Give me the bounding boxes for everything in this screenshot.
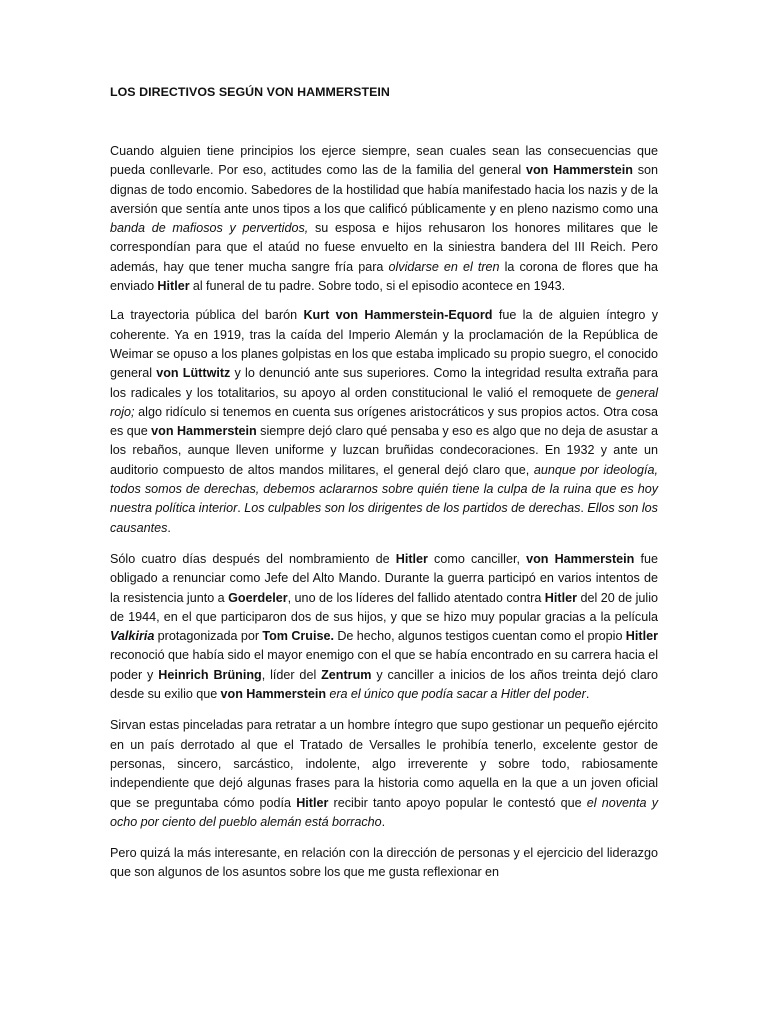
bold-text: Zentrum	[321, 667, 372, 682]
body-paragraph	[110, 716, 658, 832]
text-run: Sirvan estas pinceladas para retratar a un hombre íntegro que supo gestionar un pequeño ejército en un país derrotado al que el Tratado de Versalles le prohibía tenerlo, excelente gestor de personas, sincero, sarcástico, indolente, algo irreverente y sobre todo, rabiosamente independiente que dejó algunas frases para la historia como aquella en la que a un joven oficial que se preguntaba cómo podía	[110, 718, 658, 810]
italic-text: general rojo;	[110, 385, 658, 419]
text-run: , líder del	[261, 667, 322, 682]
text-run: la corona de flores que ha enviado	[110, 259, 658, 294]
text-run: protagonizada por	[154, 629, 263, 644]
document-body	[110, 142, 658, 883]
text-run: .	[580, 501, 588, 516]
text-run: su esposa e hijos rehusaron los honores militares que le correspondían para que el ataúd no fuese envuelto en la siniestra bandera del III Reich. Pero además, hay que tener mucha sangre fría para	[110, 221, 658, 274]
text-run: y lo denunció ante sus superiores. Como la integridad resulta extraña para los radicales y los totalitarios, su apoyo al orden constitucional le valió el remoquete de	[110, 366, 659, 400]
body-paragraph	[110, 306, 658, 538]
text-run: , uno de los líderes del fallido atentado contra	[287, 590, 545, 605]
body-paragraph	[110, 142, 658, 296]
italic-text: el noventa y ocho por ciento del pueblo alemán está borracho	[110, 795, 659, 829]
italic-text: aunque por ideología, todos somos de derechas, debemos aclararnos sobre quién tiene la culpa de la ruina que es hoy nuestra política interior	[110, 462, 658, 516]
text-run: .	[167, 520, 171, 535]
text-run: Sólo cuatro días después del nombramiento de	[110, 551, 396, 566]
text-run: La trayectoria pública del barón	[110, 308, 304, 323]
bold-text: Tom Cruise.	[262, 629, 335, 644]
text-run: fue obligado a renunciar como Jefe del Alto Mando. Durante la guerra participó en varios intentos de la resistencia junto a	[110, 551, 658, 605]
bold-text: Hitler	[296, 795, 329, 810]
document-title: LOS DIRECTIVOS SEGÚN VON HAMMERSTEIN	[110, 85, 390, 99]
text-run: al funeral de tu padre. Sobre todo, si el episodio acontece en 1943.	[189, 279, 566, 294]
text-run: y canciller a inicios de los años treinta dejó claro desde su exilio que	[110, 667, 659, 702]
text-run: Cuando alguien tiene principios los ejerce siempre, sean cuales sean las consecuencias que pueda conllevarle. Por eso, actitudes como las de la familia del general	[110, 144, 658, 178]
text-run: reconoció que había sido el mayor enemigo con el que se había encontrado en su carrera hacia el poder y	[110, 648, 658, 682]
italic-text: Ellos son los causantes	[110, 501, 658, 535]
bold-text: Kurt von Hammerstein-Equord	[303, 308, 493, 323]
italic-text: Los culpables son los dirigentes de los partidos de derechas	[244, 501, 581, 516]
text-run: recibir tanto apoyo popular le contestó que	[328, 795, 587, 810]
text-run: son dignas de todo encomio. Sabedores de la hostilidad que había manifestado hacia los nazis y de la aversión que sentía ante unos tipos a los que calificó públicamente y en pleno nazismo como una	[110, 163, 659, 216]
bold-text: Heinrich Brüning	[158, 667, 262, 682]
text-run: algo ridículo si tenemos en cuenta sus orígenes aristocráticos y sus propios actos. Otra cosa es que	[110, 404, 658, 439]
bold-text: von Hammerstein	[151, 424, 257, 439]
text-run: como canciller,	[427, 551, 527, 566]
italic-text: olvidarse en el tren	[388, 259, 500, 274]
bold-text: Hitler	[157, 279, 190, 294]
bold-text: von Lüttwitz	[156, 366, 231, 381]
italic-text: era el único que podía sacar a Hitler del poder	[329, 687, 586, 702]
text-run: siempre dejó claro qué pensaba y eso es algo que no deja de asustar a los rebaños, aunque lleven uniforme y luzcan bruñidas condecoraciones. En 1932 y ante un auditorio compuesto de altos mandos militares, el general dejó claro que,	[110, 424, 658, 477]
text-run: Pero quizá la más interesante, en relación con la dirección de personas y el ejercicio del liderazgo que son algunos de los asuntos sobre los que me gusta reflexionar en	[110, 846, 658, 880]
italic-text: banda de mafiosos y pervertidos,	[110, 221, 309, 236]
bold-text: Hitler	[395, 551, 428, 566]
text-run: fue la de alguien íntegro y coherente. Ya en 1919, tras la caída del Imperio Alemán y la proclamación de la República de Weimar se opuso a los planes golpistas en los que estaba implicado su propio suegro, el conocido general	[110, 308, 658, 381]
body-paragraph	[110, 550, 658, 704]
bold-text: Hitler	[625, 629, 658, 644]
bold-text: von Hammerstein	[220, 687, 327, 702]
text-run: .	[585, 687, 590, 702]
bold-text: Hitler	[544, 590, 577, 605]
bold-text: Goerdeler	[228, 590, 288, 605]
body-paragraph	[110, 844, 658, 883]
bold-text: von Hammerstein	[525, 163, 633, 178]
bold-text: von Hammerstein	[526, 551, 635, 566]
text-run: De hecho, algunos testigos cuentan como el propio	[334, 629, 626, 644]
text-run: .	[381, 814, 386, 829]
text-run: .	[237, 501, 245, 516]
text-run: del 20 de julio de 1944, en el que participaron dos de sus hijos, y que se hizo muy popular gracias a la película	[110, 590, 659, 624]
bold-text: Valkiria	[110, 629, 155, 644]
